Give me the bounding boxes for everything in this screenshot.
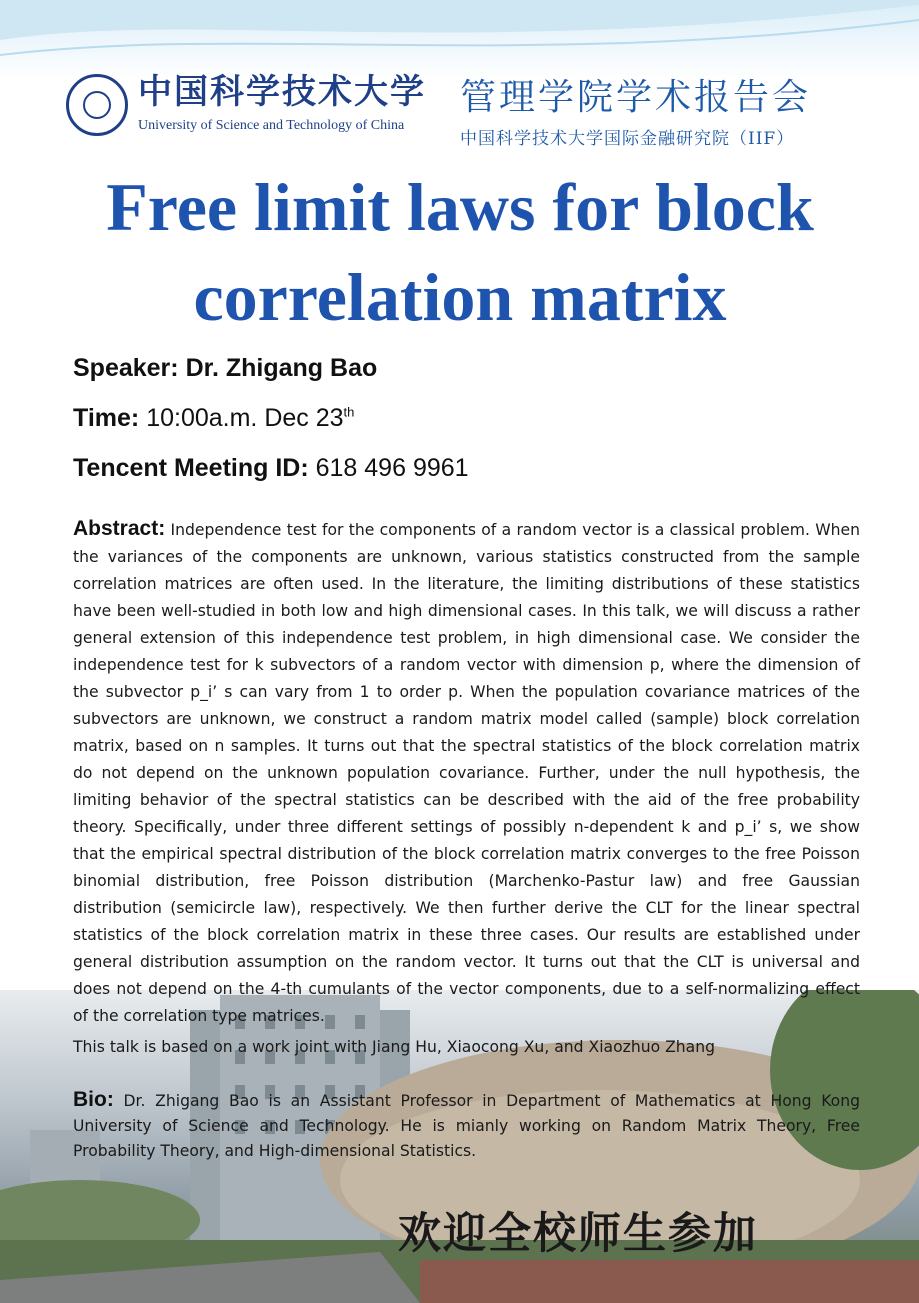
time-line: [73, 404, 354, 433]
school-title-cn: 管理学院学术报告会: [460, 77, 812, 118]
speaker-line: [73, 354, 377, 383]
abstract-text: Independence test for the components of a random vector is a classical problem. When the variances of the components are unknown, various statistics constructed from the sample correlation matrices are often used. In the literature, the limiting distributions of these statistics have been well-studied in both low and high dimensional cases. In this talk, we will discuss a rather general extension of this independence test problem, in high dimensional case. We consider the independence test for k subvectors of a random vector with dimension p, where the dimension of the subvector p_i’ s can vary from 1 to order p. When the population covariance matrices of the subvectors are unknown, we construct a random matrix model called (sample) block correlation matrix, based on n samples. It turns out that the spectral statistics of the block correlation matrix do not depend on the unknown population covariance. Further, under the null hypothesis, the limiting behavior of the spectral statistics can be described with the aid of the free probability theory. Specifically, under three different settings of possibly n-dependent k and p_i’ s, we show that the empirical spectral distribution of the block correlation matrix converges to the free Poisson binomial distribution, free Poisson distribution (Marchenko-Pastur law) and free Gaussian distribution (semicircle law), respectively. We then further derive the CLT for the linear spectral statistics of the block correlation matrix in these three cases. Our results are established under general distribution assumption on the random vector. It turns out that the CLT is universal and does not depend on the 4-th cumulants of the vector components, due to a self-normalizing effect of the correlation type matrices.: [73, 521, 860, 1025]
university-name-cn: 中国科学技术大学: [138, 72, 426, 112]
meeting-id: 618 496 9961: [315, 454, 469, 482]
talk-title: [40, 162, 880, 342]
talk-title-line1: Free limit laws for block: [106, 169, 814, 245]
time-value: 10:00a.m. Dec 23: [146, 404, 344, 432]
abstract-label: Abstract:: [73, 517, 166, 540]
bio-paragraph: [73, 1087, 860, 1164]
time-superscript: th: [343, 404, 355, 420]
abstract-paragraph: [73, 515, 860, 1030]
speaker-label: Speaker:: [73, 354, 179, 382]
abstract-joint-note: This talk is based on a work joint with Jiang Hu, Xiaocong Xu, and Xiaozhuo Zhang: [73, 1038, 715, 1056]
talk-title-line2: correlation matrix: [193, 259, 727, 335]
meeting-label: Tencent Meeting ID:: [73, 454, 309, 482]
bio-label: Bio:: [73, 1088, 114, 1111]
welcome-banner-cn: 欢迎全校师生参加: [398, 1209, 758, 1259]
ustc-seal-icon: [66, 74, 128, 136]
bio-text: Dr. Zhigang Bao is an Assistant Professor in Department of Mathematics at Hong Kong University of Science and Technology. He is mianly working on Random Matrix Theory, Free Probability Theory, and High-dimensional Statistics.: [73, 1092, 860, 1160]
top-wave-banner: [0, 0, 919, 80]
institute-name-cn: 中国科学技术大学国际金融研究院（IIF）: [460, 129, 795, 149]
university-name-en: University of Science and Technology of China: [138, 118, 405, 133]
meeting-line: [73, 454, 469, 483]
speaker-name: Dr. Zhigang Bao: [185, 354, 378, 382]
time-label: Time:: [73, 404, 140, 432]
